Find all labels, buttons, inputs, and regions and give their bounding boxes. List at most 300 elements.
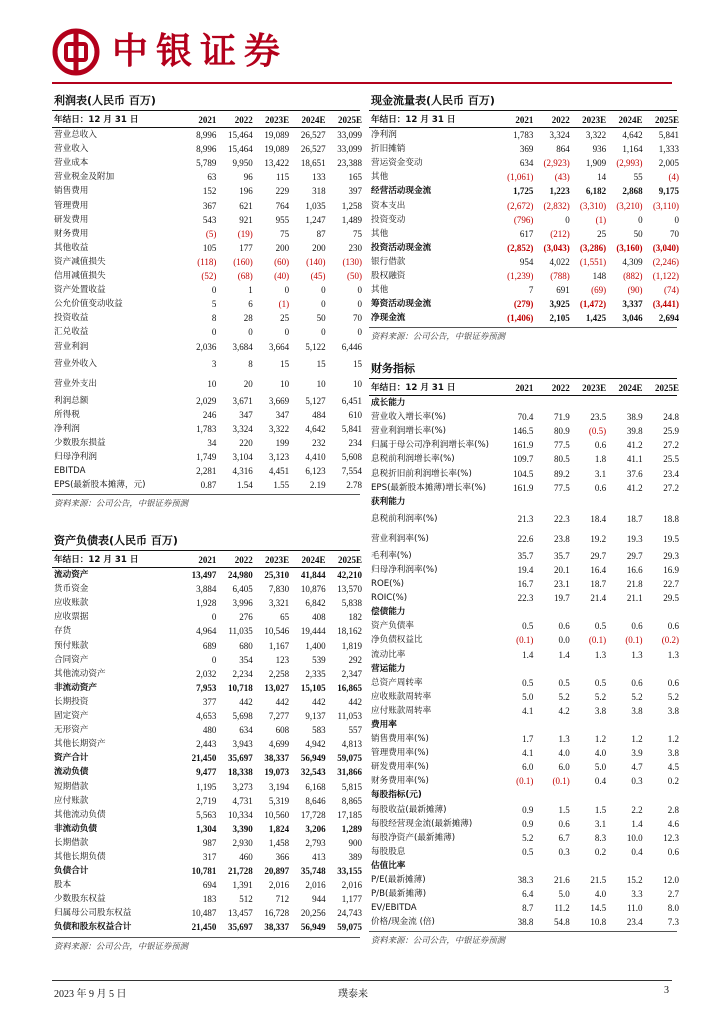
table-row: [369, 529, 677, 549]
cell-value: 4,942: [305, 739, 326, 750]
cell-value: 32,543: [300, 767, 326, 778]
header-label: 年结日：12 月 31 日: [371, 115, 456, 125]
cell-value: 3,684: [232, 341, 253, 352]
cell-value: 3,104: [232, 451, 253, 462]
table-row: [369, 269, 677, 283]
cell-value: 35.7: [554, 550, 570, 561]
cell-value: 0.6: [558, 621, 570, 632]
cell-value: 1: [248, 285, 253, 296]
cell-value: 1.7: [522, 734, 534, 745]
header-year: 2023E: [582, 383, 607, 393]
cell-value: 987: [202, 837, 217, 848]
cell-value: 5.0: [594, 762, 607, 773]
cell-value: 3.3: [631, 889, 643, 900]
cell-value: 9,175: [658, 186, 679, 197]
cell-value: 617: [519, 228, 534, 239]
category-row: [369, 495, 677, 509]
cell-value: 5,789: [196, 158, 217, 169]
cell-value: 5,698: [232, 711, 253, 722]
cell-value: 2,335: [305, 668, 326, 679]
row-label: 投资变动: [371, 214, 406, 225]
row-label: 营运能力: [371, 663, 406, 674]
bank-of-china-logo-icon: [52, 28, 100, 76]
table-row: [369, 591, 677, 605]
cell-value: 11,035: [228, 626, 253, 637]
cell-value: 38,337: [264, 753, 290, 764]
cell-value: 900: [348, 837, 362, 848]
table-row: [369, 213, 677, 227]
cell-value: 33,099: [337, 130, 362, 141]
table-row: [52, 283, 360, 297]
cell-value: 0: [284, 327, 290, 338]
cell-value: 19.2: [590, 533, 607, 544]
cell-value: 50: [633, 228, 643, 239]
cell-value: 4.2: [558, 705, 570, 716]
cell-value: 23,388: [337, 158, 362, 169]
cell-value: 148: [592, 271, 607, 282]
cell-value: 161.9: [513, 440, 534, 451]
table-row: [369, 283, 677, 297]
table-row: [52, 864, 360, 878]
header-year: 2025E: [337, 555, 362, 565]
cell-value: 2,443: [196, 739, 217, 750]
table-row: [52, 624, 360, 638]
table-row: [369, 619, 677, 633]
cell-value: (69): [591, 285, 607, 296]
table-row: [369, 467, 677, 481]
cell-value: 20,897: [264, 866, 290, 877]
cell-value: 13,497: [191, 570, 217, 581]
row-label: 资本支出: [371, 200, 406, 211]
cell-value: 6,123: [305, 466, 326, 477]
cell-value: 15,464: [228, 130, 253, 141]
row-label: 销售费用率(%): [371, 734, 429, 745]
cell-value: 21,728: [228, 866, 253, 877]
cell-value: (3,160): [616, 242, 643, 253]
cell-value: 3,046: [622, 313, 643, 324]
cell-value: 4.0: [594, 889, 607, 900]
financial-ratios-table: [369, 381, 677, 929]
table-row: [369, 901, 677, 915]
cell-value: 317: [202, 851, 217, 862]
table-row: [369, 760, 677, 774]
cell-value: 33,099: [337, 144, 362, 155]
cell-value: 0: [321, 285, 326, 296]
income-statement-table: [52, 113, 360, 492]
cell-value: 31,866: [337, 767, 362, 778]
cell-value: 1,289: [341, 823, 362, 834]
table-row: [52, 568, 360, 582]
table-row: [52, 596, 360, 610]
cell-value: 3.1: [594, 818, 607, 829]
table-row: [52, 450, 360, 464]
cell-value: 12.3: [663, 832, 679, 843]
cell-value: 1,164: [622, 144, 643, 155]
table-row: [369, 676, 677, 690]
cell-value: 3,996: [232, 598, 253, 609]
cell-value: 15: [352, 358, 362, 369]
cell-value: 0: [248, 327, 253, 338]
cell-value: 408: [312, 612, 326, 623]
cell-value: (3,043): [543, 242, 570, 253]
row-label: 应付账款周转率: [371, 705, 432, 716]
row-label: 其他收益: [54, 242, 89, 253]
cell-value: 13,422: [264, 158, 290, 169]
cell-value: 199: [275, 437, 290, 448]
row-label: 资产合计: [54, 753, 89, 764]
cell-value: (45): [310, 271, 326, 282]
row-label: 营业利润增长率(%): [371, 426, 447, 437]
header-year: 2025E: [337, 115, 362, 125]
cell-value: 3.8: [631, 705, 643, 716]
footer-date: 2023 年 9 月 5 日: [54, 989, 127, 1000]
cell-value: 3,390: [232, 823, 253, 834]
row-label: EV/EBITDA: [371, 903, 417, 914]
cell-value: 2,347: [341, 668, 362, 679]
cell-value: 41.2: [626, 482, 643, 493]
row-label: 每股收益(最新摊薄): [371, 804, 447, 815]
header-year: 2023E: [582, 115, 607, 125]
cell-value: 19.4: [517, 564, 534, 575]
category-row: [369, 662, 677, 676]
row-label: 负债合计: [54, 866, 89, 877]
row-label: 流动比率: [371, 649, 406, 660]
cell-value: (1,239): [507, 271, 534, 282]
cell-value: (50): [346, 271, 362, 282]
cell-value: 3,123: [268, 451, 290, 462]
cell-value: 2,258: [268, 668, 290, 679]
cell-value: 27.2: [663, 440, 679, 451]
cell-value: 21,450: [191, 922, 217, 933]
cell-value: 23.4: [626, 917, 643, 928]
row-label: 长期借款: [54, 837, 89, 848]
footer-rule: [52, 980, 672, 981]
cell-value: 29.7: [626, 550, 643, 561]
cell-value: 70: [352, 313, 362, 324]
cell-value: 7: [528, 285, 534, 296]
table-row: [52, 906, 360, 920]
cell-value: (3,110): [653, 200, 679, 211]
cell-value: 5.2: [667, 691, 679, 702]
table-row: [52, 850, 360, 864]
cell-value: 1,749: [196, 451, 217, 462]
table-row: [52, 311, 360, 325]
cell-value: (0.1): [516, 635, 534, 646]
row-label: 管理费用: [54, 200, 89, 211]
cell-value: 11.2: [554, 903, 570, 914]
row-label: 公允价值变动收益: [54, 299, 123, 310]
cell-value: 21.3: [517, 513, 534, 524]
cell-value: 7,953: [196, 682, 217, 693]
cell-value: 15,105: [300, 682, 326, 693]
cell-value: 21.6: [554, 875, 570, 885]
ratios-source-note: 资料来源：公司公告，中银证券预测: [369, 931, 677, 948]
cell-value: (1): [278, 299, 290, 310]
row-label: 资产减值损失: [54, 256, 106, 267]
cell-value: 59,075: [337, 922, 362, 933]
row-label: 其他: [371, 285, 389, 296]
cell-value: 5,563: [196, 809, 217, 820]
cell-value: (2,923): [543, 158, 570, 169]
cell-value: 1,928: [196, 598, 217, 609]
cell-value: 347: [239, 409, 253, 420]
cell-value: 0: [565, 214, 570, 225]
row-label: 研发费用: [54, 214, 89, 225]
cell-value: 1,035: [305, 200, 326, 211]
cell-value: 4,731: [232, 795, 253, 806]
cell-value: 3,671: [232, 395, 253, 406]
header-year: 2022: [551, 115, 570, 125]
cell-value: 6.0: [522, 762, 534, 773]
row-label: 股本: [54, 880, 72, 891]
cell-value: 1,391: [232, 880, 253, 891]
cell-value: 4.5: [667, 762, 679, 773]
table-row: [52, 128, 360, 142]
cell-value: 200: [312, 242, 326, 253]
table-row: [369, 704, 677, 718]
cell-value: 38.9: [626, 412, 643, 423]
cell-value: 634: [239, 725, 253, 736]
cell-value: 3,337: [622, 299, 643, 310]
row-label: 所得税: [54, 409, 80, 420]
cell-value: 71.9: [554, 412, 570, 423]
cell-value: 3,273: [232, 781, 253, 792]
cell-value: 864: [556, 144, 570, 155]
cell-value: 936: [592, 144, 607, 155]
cell-value: (279): [513, 299, 534, 310]
cell-value: 19,089: [264, 144, 290, 155]
row-label: 应收票据: [54, 612, 89, 623]
cell-value: 16.4: [590, 564, 607, 575]
cell-value: 104.5: [513, 468, 534, 479]
cell-value: 15: [280, 358, 290, 369]
table-row: [369, 831, 677, 845]
table-row: [52, 394, 360, 408]
cell-value: 6.7: [558, 832, 570, 843]
table-row: [52, 408, 360, 422]
row-label: 货币资金: [54, 584, 89, 595]
cell-value: 17,185: [337, 809, 362, 820]
row-label: 净利润: [371, 130, 397, 141]
cell-value: 10,781: [191, 866, 217, 877]
cell-value: 23.4: [663, 468, 679, 479]
table-row: [52, 436, 360, 450]
income-statement-title: 利润表(人民币 百万): [52, 92, 360, 111]
cell-value: 70: [669, 228, 679, 239]
cell-value: 5,122: [305, 341, 326, 352]
cell-value: 35,697: [228, 922, 253, 933]
balance-sheet-title: 资产负债表(人民币 百万): [52, 532, 360, 551]
header-year: 2024E: [301, 115, 326, 125]
cell-value: 6,451: [341, 395, 362, 406]
cell-value: 0.6: [594, 482, 607, 493]
table-row: [369, 142, 677, 156]
table-row: [52, 892, 360, 906]
cell-value: 234: [348, 437, 362, 448]
table-row: [369, 774, 677, 788]
cell-value: 0: [211, 327, 217, 338]
cell-value: 6,168: [305, 781, 326, 792]
cell-value: 18.7: [626, 513, 643, 524]
row-label: 折旧摊销: [371, 144, 406, 155]
cell-value: 26,527: [300, 144, 326, 155]
cell-value: 7,554: [341, 466, 362, 477]
cell-value: (788): [550, 271, 570, 282]
row-label: 总资产周转率: [371, 677, 423, 688]
cell-value: 8.3: [594, 832, 607, 843]
cell-value: 10: [280, 378, 290, 389]
header-rule: [52, 82, 672, 84]
cell-value: 15.2: [626, 875, 643, 885]
cell-value: 0.6: [594, 440, 607, 451]
row-label: 存货: [54, 626, 72, 637]
cell-value: 354: [239, 654, 253, 665]
header-year: 2025E: [654, 115, 679, 125]
cell-value: 276: [239, 612, 253, 623]
cell-value: (1,061): [507, 172, 534, 183]
cell-value: (43): [554, 172, 570, 183]
cell-value: (0.1): [552, 776, 570, 787]
cell-value: 2,694: [658, 313, 679, 324]
cell-value: 41.2: [626, 440, 643, 451]
cell-value: 41,844: [300, 570, 326, 581]
cell-value: 196: [239, 186, 253, 197]
cell-value: 3,194: [268, 781, 290, 792]
row-label: 归母净利润率(%): [371, 564, 438, 575]
cell-value: 20: [243, 378, 253, 389]
row-label: 其他长期负债: [54, 851, 106, 862]
cell-value: 539: [312, 654, 326, 665]
cell-value: 10.8: [590, 917, 607, 928]
cell-value: 634: [519, 158, 534, 169]
cell-value: 2.7: [667, 889, 679, 900]
row-label: 投资收益: [54, 313, 89, 324]
cell-value: 16.6: [626, 564, 643, 575]
cell-value: 41.1: [626, 454, 643, 465]
cell-value: 389: [348, 851, 362, 862]
cell-value: 2,234: [232, 668, 253, 679]
cell-value: 13,457: [228, 908, 253, 919]
table-row: [52, 340, 360, 354]
cell-value: 413: [312, 851, 326, 862]
table-row: [52, 422, 360, 436]
cell-value: 4.0: [558, 748, 570, 759]
cell-value: 3,322: [268, 423, 290, 434]
cell-value: 1.5: [594, 804, 607, 815]
cell-value: 18,651: [300, 158, 326, 169]
cell-value: 1.54: [237, 480, 253, 491]
cell-value: 3.8: [594, 705, 607, 716]
cell-value: 0: [357, 327, 362, 338]
cell-value: 367: [202, 200, 217, 211]
cell-value: 10,546: [264, 626, 290, 637]
row-label: 应付账款: [54, 795, 89, 806]
cell-value: 5.2: [594, 691, 607, 702]
cell-value: 38.8: [517, 917, 534, 928]
row-label: 少数股东损益: [54, 437, 106, 448]
cell-value: 1,783: [513, 130, 534, 141]
cell-value: 13,570: [337, 584, 362, 595]
table-row: [369, 227, 677, 241]
cell-value: 5,841: [341, 423, 362, 434]
cell-value: 16.9: [663, 564, 679, 575]
cell-value: 608: [275, 725, 290, 736]
cell-value: 63: [207, 172, 217, 183]
cell-value: 5,838: [341, 598, 362, 609]
cell-value: 442: [239, 696, 253, 707]
cell-value: 21.8: [626, 579, 643, 590]
cell-value: 1,819: [341, 640, 362, 651]
cell-value: 18.8: [663, 513, 679, 524]
cell-value: 2,005: [658, 158, 679, 169]
cell-value: 4.7: [631, 762, 643, 773]
header-year: 2021: [198, 115, 217, 125]
cell-value: 1,425: [585, 313, 607, 324]
table-row: [52, 794, 360, 808]
cell-value: (2,672): [507, 200, 534, 211]
cell-value: 80.5: [554, 454, 570, 465]
table-row: [369, 452, 677, 466]
row-label: 归属母公司股东权益: [54, 908, 132, 919]
header-year: 2024E: [618, 383, 643, 393]
cell-value: 2,029: [196, 395, 217, 406]
table-row: [52, 255, 360, 269]
cell-value: (5): [205, 228, 217, 239]
cell-value: 4,642: [622, 130, 643, 141]
cell-value: 229: [275, 186, 290, 197]
balance-sheet-table: [52, 553, 360, 935]
cell-value: 377: [202, 696, 217, 707]
cell-value: 0.6: [558, 818, 570, 829]
cell-value: 2,036: [196, 341, 217, 352]
cell-value: (4): [668, 172, 679, 183]
table-row: [52, 681, 360, 695]
cell-value: 6.4: [522, 889, 534, 900]
cell-value: 5,127: [305, 395, 326, 406]
cell-value: 20,256: [300, 908, 326, 919]
cell-value: 165: [348, 172, 362, 183]
financial-ratios-title: 财务指标: [369, 360, 677, 379]
cell-value: 19,089: [264, 130, 290, 141]
cell-value: 1.2: [594, 734, 607, 745]
cell-value: 10: [207, 378, 217, 389]
table-header-row: [52, 113, 360, 128]
cell-value: 200: [275, 242, 290, 253]
cell-value: 16,728: [264, 908, 290, 919]
row-label: 固定资产: [54, 711, 89, 722]
cell-value: 10: [316, 378, 326, 389]
row-label: EPS(最新股本摊薄，元): [54, 480, 146, 491]
row-label: 成长能力: [371, 398, 406, 409]
table-row: [52, 374, 360, 394]
cell-value: 2,793: [305, 837, 326, 848]
table-row: [52, 170, 360, 184]
cell-value: 21.4: [590, 593, 607, 604]
cell-value: 1,824: [268, 823, 290, 834]
cell-value: 19,073: [264, 767, 290, 778]
table-row: [52, 751, 360, 765]
row-label: 财务费用: [54, 228, 89, 239]
cell-value: 4.1: [522, 705, 534, 716]
row-label: 非流动负债: [54, 823, 97, 834]
cell-value: 712: [275, 894, 290, 905]
cell-value: 3,324: [549, 130, 570, 141]
cell-value: (2,246): [652, 256, 679, 267]
table-row: [52, 737, 360, 751]
cell-value: 232: [312, 437, 326, 448]
cell-value: 23.5: [590, 412, 607, 423]
cell-value: 8,646: [305, 795, 326, 806]
